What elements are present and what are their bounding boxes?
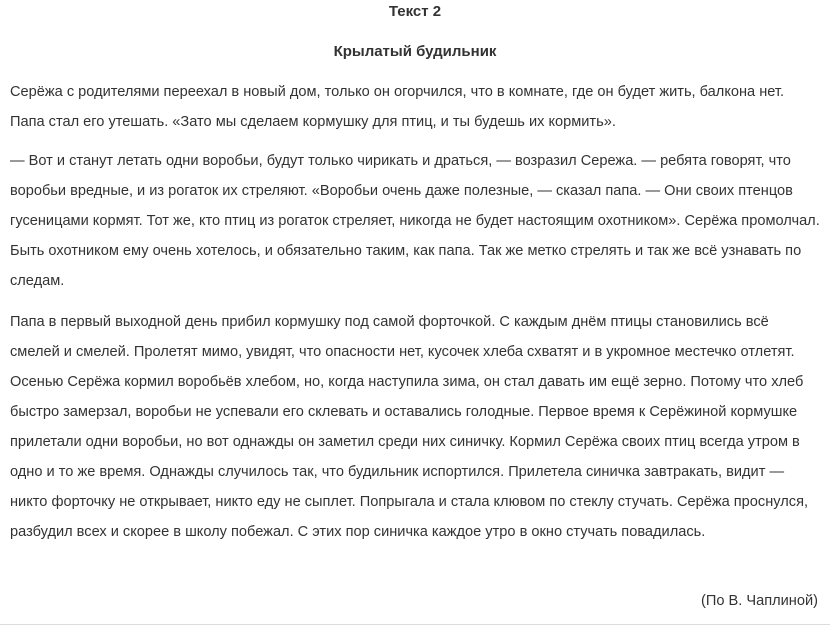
paragraph-1: Серёжа с родителями переехал в новый дом, только он огорчился, что в комнате, где он будет жить, балкона нет. Папа стал его утешать. «Зато мы сделаем кормушку для птиц, и ты будешь их кормить». bbox=[10, 84, 785, 130]
paragraph-3: Папа в первый выходной день прибил кормушку под самой форточкой. С каждым днём птицы становились всё смелей и смелей. Пролетят мимо, увидят, что опасности нет, кусочек хлеба схватят и в укромное местечко отлетят. Осенью Серёжа кормил воробьёв хлебом, но, когда наступила зима, он стал давать им ещё зерно. Потому что хлеб быстро замерзал, воробьи не успевали его склевать и оставались голодные. Первое время к Серёжиной кормушке прилетали одни воробьи, но вот однажды он заметил среди них синичку. Кормил Серёжа своих птиц всегда утром в одно и то же время. Однажды случилось так, что будильник испортился. Прилетела синичка завтракать, видит — никто форточку не открывает, никто еду не сыплет. Попрыгала и стала клювом по стеклу стучать. Серёжа проснулся, разбудил всех и скорее в школу побежал. С этих пор синичка каждое утро в окно стучать повадилась. bbox=[10, 314, 809, 540]
author-attribution: (По В. Чаплиной) bbox=[701, 593, 818, 609]
paragraph-2: — Вот и станут летать одни воробьи, будут только чирикать и драться, — возразил Сережа. — ребята говорят, что воробьи вредные, и из рогаток их стреляют. «Воробьи очень даже полезные, — сказал папа. — Они своих птенцов гусеницами кормят. Тот же, кто птиц из рогаток стреляет, никогда не будет настоящим охотником». Серёжа промолчал. Быть охотником ему очень хотелось, и обязательно таким, как папа. Так же метко стрелять и так же всё узнавать по следам. bbox=[10, 153, 820, 289]
story-title: Крылатый будильник bbox=[333, 43, 497, 60]
bottom-divider bbox=[0, 624, 830, 625]
text-number-heading: Текст 2 bbox=[388, 3, 442, 20]
